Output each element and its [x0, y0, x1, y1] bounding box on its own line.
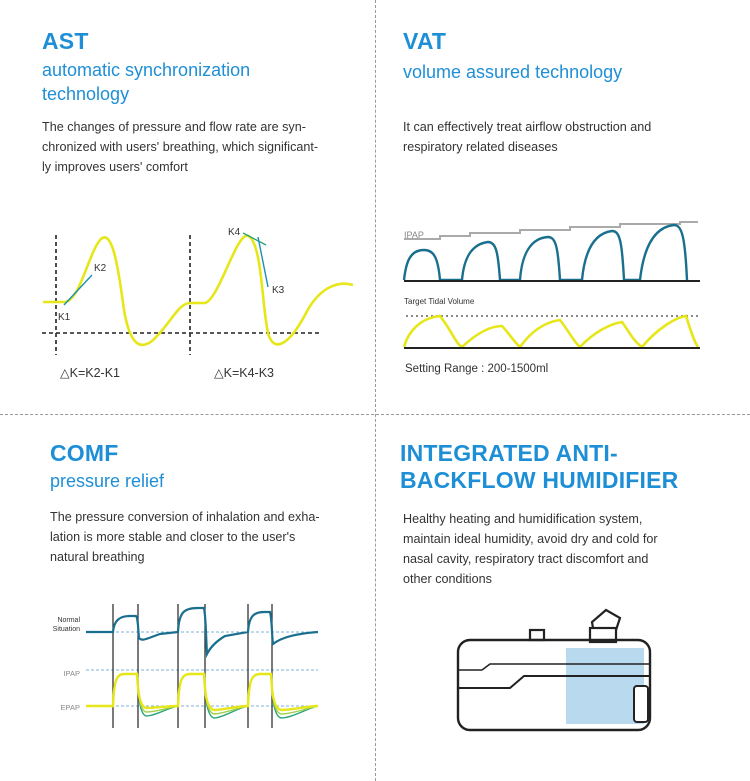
- comf-normal-label-line2: Situation: [52, 626, 80, 633]
- comf-epap-label: EPAP: [60, 703, 80, 712]
- ast-pressure-wave: [43, 236, 353, 345]
- vat-range-text: Setting Range : 200-1500ml: [405, 363, 549, 375]
- comf-title: COMF: [50, 440, 119, 466]
- ast-tangent-k1-k2: [64, 275, 92, 305]
- ast-title: AST: [42, 28, 89, 54]
- ast-label-k3: K3: [272, 285, 285, 296]
- ast-formula-left: △K=K2-K1: [60, 366, 120, 380]
- humidifier-desc-line2: maintain ideal humidity, avoid dry and cold for: [403, 532, 658, 546]
- ast-subtitle-line1: automatic synchronization: [42, 60, 251, 80]
- ast-waveform-diagram: [0, 215, 370, 395]
- comf-desc-line1: The pressure conversion of inhalation and exha-: [50, 510, 320, 524]
- vertical-divider: [375, 0, 376, 781]
- vat-subtitle: volume assured technology: [403, 62, 623, 82]
- vat-desc-line2: respiratory related diseases: [403, 140, 558, 154]
- ast-label-k2: K2: [94, 263, 107, 274]
- humidifier-handle: [634, 686, 648, 722]
- comf-normal-label-line1: Normal: [57, 617, 80, 624]
- vat-breath-waveform: [404, 225, 687, 280]
- humidifier-water: [566, 648, 644, 724]
- ast-desc-line3: ly improves users' comfort: [42, 160, 188, 174]
- humidifier-desc-line3: nasal cavity, respiratory tract discomfort and: [403, 552, 649, 566]
- vat-waveform-diagram: [380, 212, 750, 382]
- comf-relief-waveform-yellow: [86, 674, 318, 710]
- comf-desc-line3: natural breathing: [50, 550, 145, 564]
- comf-desc-line2: lation is more stable and closer to the user's: [50, 530, 296, 544]
- humidifier-illustration: [440, 600, 670, 750]
- comf-subtitle: pressure relief: [50, 471, 165, 491]
- comf-waveform-diagram: [0, 598, 370, 768]
- ast-formula-right: △K=K4-K3: [214, 366, 274, 380]
- vat-ipap-label: IPAP: [404, 230, 424, 240]
- humidifier-top-port: [530, 630, 544, 640]
- humidifier-title-line2: BACKFLOW HUMIDIFIER: [400, 467, 679, 493]
- vat-tidal-label: Target Tidal Volume: [404, 297, 475, 306]
- humidifier-title-line1: INTEGRATED ANTI-: [400, 440, 618, 466]
- comf-ipap-label: IPAP: [63, 669, 80, 678]
- humidifier-desc-line1: Healthy heating and humidification system,: [403, 512, 643, 526]
- comf-normal-waveform: [86, 608, 318, 654]
- ast-label-k4: K4: [228, 227, 241, 238]
- humidifier-desc-line4: other conditions: [403, 572, 492, 586]
- ast-desc-line1: The changes of pressure and flow rate are syn-: [42, 120, 306, 134]
- ast-label-k1: K1: [58, 312, 71, 323]
- ast-desc-line2: chronized with users' breathing, which significant-: [42, 140, 319, 154]
- comf-relief-waveform-green: [86, 674, 318, 718]
- ast-subtitle-line2: technology: [42, 84, 130, 104]
- horizontal-divider: [0, 414, 750, 415]
- vat-desc-line1: It can effectively treat airflow obstruction and: [403, 120, 652, 134]
- comf-relief-waveform-light: [86, 674, 318, 714]
- vat-title: VAT: [403, 28, 447, 54]
- vat-tidal-waveform: [404, 316, 698, 347]
